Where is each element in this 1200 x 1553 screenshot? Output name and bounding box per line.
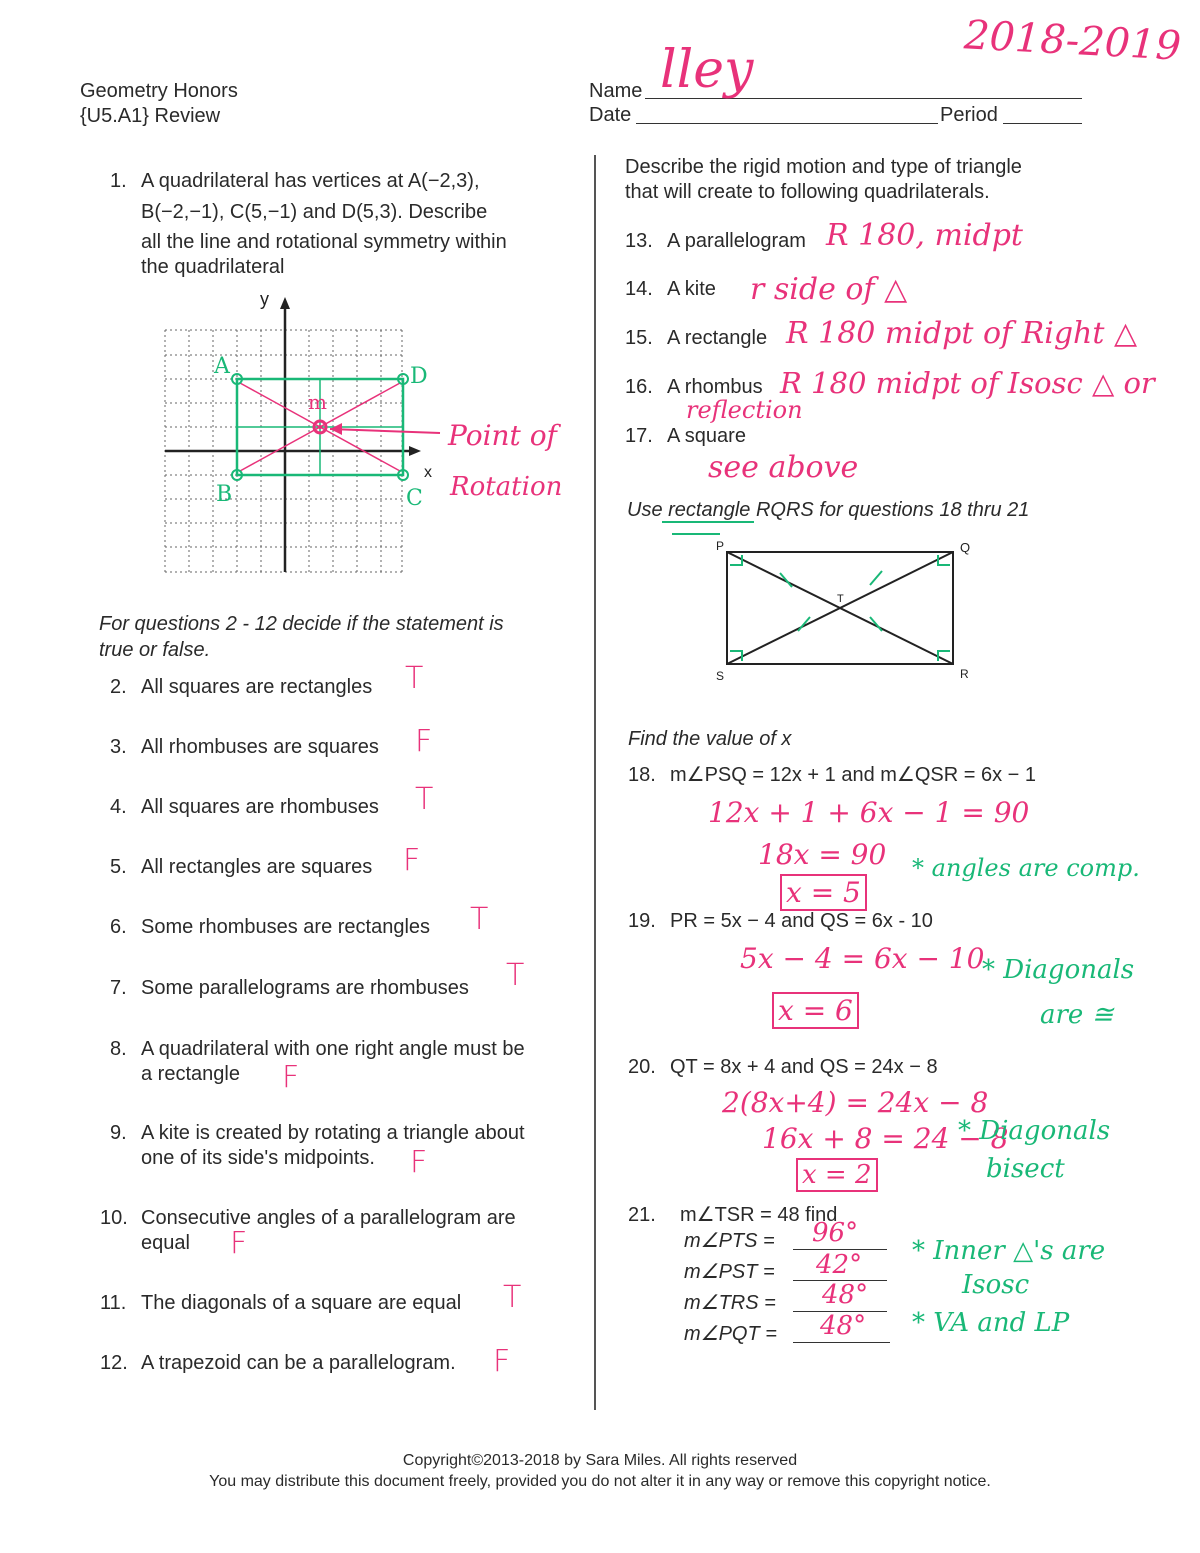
q20-work-1: 2(8x+4) = 24x − 8	[722, 1086, 989, 1119]
rigid-number: 16.	[625, 376, 653, 398]
q1-line-3: all the line and rotational symmetry within	[141, 231, 507, 253]
q19-answer: x = 6	[772, 992, 859, 1029]
period-label: Period	[940, 104, 998, 126]
rect-instruction: Use rectangle RQRS for questions 18 thru 21	[627, 499, 1030, 521]
q1-coordinate-graph	[150, 285, 570, 585]
rigid-number: 13.	[625, 230, 653, 252]
q21-item-label: m∠PTS =	[684, 1230, 775, 1252]
tf-number: 12.	[100, 1352, 128, 1374]
q21-number: 21.	[628, 1204, 656, 1226]
tf-answer: F	[403, 843, 421, 878]
period-line	[1003, 123, 1082, 124]
tf-number: 5.	[110, 856, 127, 878]
tf-answer: T	[405, 661, 424, 696]
tf-number: 2.	[110, 676, 127, 698]
label-q: Q	[960, 540, 971, 555]
tf-answer: T	[415, 782, 434, 817]
x-axis-label: x	[424, 464, 432, 481]
rigid-number: 15.	[625, 327, 653, 349]
rigid-number: 17.	[625, 425, 653, 447]
name-value: lley	[660, 40, 754, 100]
q19-number: 19.	[628, 910, 656, 932]
year-handwritten: 2018-2019	[962, 12, 1183, 70]
q21-item-line	[793, 1342, 890, 1343]
label-b: B	[216, 482, 233, 507]
tf-statement: All squares are rectangles	[141, 676, 373, 698]
q18-number: 18.	[628, 764, 656, 786]
rigid-label: A kite	[667, 278, 716, 300]
rigid-answer: R 180 midpt of Right △	[786, 316, 1138, 351]
tf-answer: T	[470, 902, 489, 937]
x-axis-arrow	[409, 446, 421, 456]
rectangle-pqrs-diagram	[700, 535, 990, 685]
rigid-answer: R 180 midpt of Isosc △ or	[780, 366, 1155, 400]
tf-statement: A trapezoid can be a parallelogram.	[141, 1352, 456, 1374]
tf-number: 10.	[100, 1207, 128, 1229]
q20-number: 20.	[628, 1056, 656, 1078]
label-t: T	[837, 593, 844, 605]
rotation-annotation-line-1: Point of	[448, 419, 557, 452]
q21-note-3: * VA and LP	[912, 1308, 1070, 1338]
rigid-answer: see above	[708, 450, 859, 485]
column-divider	[594, 155, 596, 1410]
q20-note-2: bisect	[986, 1154, 1065, 1184]
tf-statement-line-2: one of its side's midpoints.	[141, 1147, 375, 1169]
tf-answer: F	[415, 724, 433, 759]
tf-answer: F	[282, 1060, 300, 1095]
q21-item-label: m∠TRS =	[684, 1292, 776, 1314]
tf-statement: Some parallelograms are rhombuses	[141, 977, 469, 999]
q21-item-value: 48°	[820, 1311, 867, 1341]
tf-number: 4.	[110, 796, 127, 818]
tf-instructions-line-2: true or false.	[99, 639, 211, 661]
course-title: Geometry Honors	[80, 80, 238, 102]
q21-note-2: Isosc	[962, 1270, 1030, 1300]
tf-statement: All rectangles are squares	[141, 856, 373, 878]
q1-line-2: B(−2,−1), C(5,−1) and D(5,3). Describe	[141, 201, 488, 223]
rotation-pointer-line	[330, 429, 440, 433]
tf-number: 11.	[100, 1292, 127, 1314]
q20-note-1: * Diagonals	[958, 1116, 1111, 1146]
find-x-heading: Find the value of x	[628, 728, 792, 750]
tf-answer: F	[230, 1226, 248, 1261]
rigid-answer: r side of △	[750, 272, 908, 307]
tf-number: 6.	[110, 916, 127, 938]
q20-work-2: 16x + 8 = 24 − 8	[762, 1122, 1009, 1155]
tf-number: 7.	[110, 977, 127, 999]
label-s: S	[716, 669, 725, 683]
rigid-number: 14.	[625, 278, 653, 300]
q21-item-value: 42°	[816, 1250, 863, 1280]
rigid-label: A parallelogram	[667, 230, 806, 252]
date-label: Date	[589, 104, 632, 126]
tf-statement: The diagonals of a square are equal	[141, 1292, 462, 1314]
label-c: C	[406, 486, 423, 511]
graph-axes	[165, 303, 415, 572]
rigid-label: A square	[667, 425, 746, 447]
unit-title: {U5.A1} Review	[80, 105, 221, 127]
q21-item-label: m∠PST =	[684, 1261, 775, 1283]
rigid-instructions-line-2: that will create to following quadrilaterals.	[625, 181, 990, 203]
label-a: A	[214, 354, 230, 379]
tf-answer: F	[493, 1344, 511, 1379]
q1-number: 1.	[110, 170, 127, 192]
label-p: P	[716, 539, 725, 553]
rigid-label: A rhombus	[667, 376, 763, 398]
date-line	[636, 123, 938, 124]
q21-item-value: 48°	[822, 1280, 869, 1310]
q19-work-1: 5x − 4 = 6x − 10	[740, 942, 985, 975]
tf-statement-line-1: Consecutive angles of a parallelogram are	[141, 1207, 516, 1229]
copyright-line: Copyright©2013-2018 by Sara Miles. All rights reserved	[402, 1452, 798, 1469]
q18-answer: x = 5	[780, 874, 867, 911]
q19-text: PR = 5x − 4 and QS = 6x - 10	[670, 910, 933, 932]
q1-line-1: A quadrilateral has vertices at A(−2,3),	[141, 170, 480, 192]
copyright-notice: You may distribute this document freely, provided you do not alter it in any way or remove this copyright notice.	[209, 1473, 991, 1490]
q18-note: * angles are comp.	[912, 854, 1140, 882]
rotation-annotation-line-2: Rotation	[450, 472, 563, 502]
label-d: D	[410, 364, 428, 389]
rigid-answer: R 180, midpt	[826, 218, 1023, 253]
rigid-label: A rectangle	[667, 327, 768, 349]
q18-work-2: 18x = 90	[758, 838, 887, 871]
tf-statement: Some rhombuses are rectangles	[141, 916, 431, 938]
y-axis-arrow	[280, 297, 290, 309]
q18-text: m∠PSQ = 12x + 1 and m∠QSR = 6x − 1	[670, 764, 1037, 786]
tf-answer: T	[506, 958, 525, 993]
tf-statement-line-2: equal	[141, 1232, 190, 1254]
tf-number: 8.	[110, 1038, 127, 1060]
q21-text: m∠TSR = 48 find	[680, 1204, 838, 1226]
q18-work-1: 12x + 1 + 6x − 1 = 90	[708, 796, 1030, 829]
tf-statement-line-1: A kite is created by rotating a triangle about	[141, 1122, 525, 1144]
q1-line-4: the quadrilateral	[141, 256, 285, 278]
q21-note-1: * Inner △'s are	[912, 1236, 1106, 1266]
tf-instructions-line-1: For questions 2 - 12 decide if the statement is	[99, 613, 504, 635]
tf-statement: All rhombuses are squares	[141, 736, 379, 758]
q20-answer: x = 2	[796, 1158, 878, 1192]
q19-note-2: are ≅	[1040, 1000, 1114, 1030]
tf-answer: F	[410, 1145, 428, 1180]
q20-text: QT = 8x + 4 and QS = 24x − 8	[670, 1056, 938, 1078]
q19-note-1: * Diagonals	[982, 955, 1135, 985]
point-of-rotation-dot	[318, 425, 322, 429]
tf-number: 9.	[110, 1122, 127, 1144]
tf-answer: T	[503, 1280, 522, 1315]
label-r: R	[960, 667, 969, 681]
rigid-instructions-line-1: Describe the rigid motion and type of triangle	[625, 156, 1022, 178]
tf-statement-line-2: a rectangle	[141, 1063, 240, 1085]
q21-item-value: 96°	[812, 1218, 859, 1248]
tf-statement: All squares are rhombuses	[141, 796, 379, 818]
q21-item-label: m∠PQT =	[684, 1323, 777, 1345]
rect-underline-marks	[662, 521, 754, 523]
label-m: m	[308, 390, 327, 414]
name-label: Name	[589, 80, 643, 102]
tf-statement-line-1: A quadrilateral with one right angle must be	[141, 1038, 525, 1060]
tf-number: 3.	[110, 736, 127, 758]
rigid-answer-reflection: reflection	[686, 396, 803, 424]
y-axis-label: y	[260, 289, 269, 309]
